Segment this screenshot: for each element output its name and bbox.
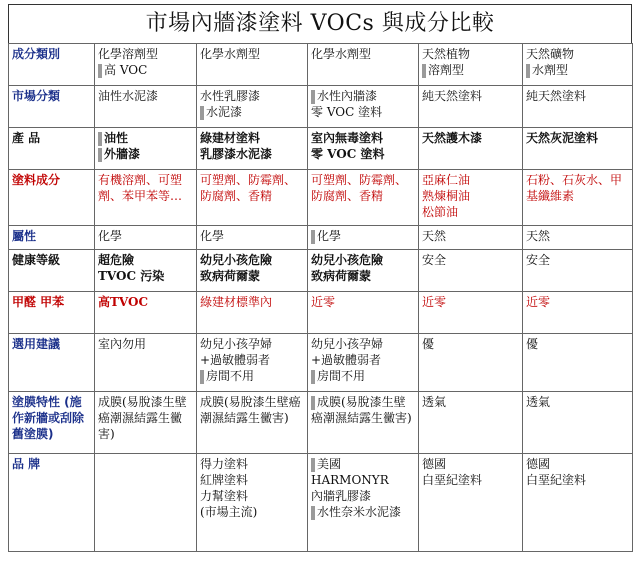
row-header: 甲醛 甲苯 [9,292,95,334]
cell-line [200,394,304,426]
cell-line [98,88,193,104]
row-header: 品 牌 [9,454,95,552]
table-cell [308,454,419,552]
cell-text: 天然灰泥塗料 [526,131,599,145]
cell-text: 幼兒小孩孕婦 [200,337,273,351]
cell-text: 白堊紀塗料 [422,473,483,487]
cell-text: 得力塗料 [200,457,249,471]
table-cell [308,292,419,334]
cell-text: 高TVOC [98,295,149,309]
cell-text: 可塑劑、防霉劑、防腐劑、香精 [200,173,297,203]
cell-text: 溶劑型 [428,63,465,77]
cell-text: 幼兒小孩孕婦 [311,337,384,351]
row-header: 市場分類 [9,86,95,128]
table-cell [419,128,523,170]
cell-line [311,488,415,504]
cell-line [200,172,304,204]
cell-text: 室內無毒塗料 [311,131,384,145]
cell-line [422,472,519,488]
cell-text: 近零 [526,295,551,309]
cell-line [98,252,193,268]
table-row [9,44,633,86]
cell-text: 松節油 [422,205,459,219]
cell-text: 水性乳膠漆 [200,89,261,103]
cell-text: 化學 [98,229,123,243]
cell-text: 可塑劑、防霉劑、防腐劑、香精 [311,173,408,203]
cell-line [200,472,304,488]
comparison-table [8,43,633,552]
cell-text: 亞麻仁油 [422,173,471,187]
cell-text: 熟煉桐油 [422,189,471,203]
highlight-marker [422,64,426,78]
cell-line [200,294,304,310]
cell-text: (市場主流) [200,505,258,519]
cell-text: 成膜(易脫漆生壁癌潮濕結露生黴害) [200,395,301,425]
table-row [9,292,633,334]
cell-text: HARMONYR [311,473,389,487]
table-row [9,226,633,250]
cell-line [422,188,519,204]
cell-line [98,130,193,146]
highlight-marker [311,90,315,104]
cell-line [311,46,415,62]
table-cell [419,44,523,86]
row-header: 成分類別 [9,44,95,86]
cell-line [311,472,415,488]
cell-line [200,146,304,162]
cell-line [311,294,415,310]
highlight-marker [311,506,315,520]
table-cell [419,170,523,226]
table-cell [419,292,523,334]
cell-text: 天然 [526,229,551,243]
table-cell [95,226,197,250]
cell-text: 超危險 [98,253,135,267]
table-cell [95,250,197,292]
cell-text: 幼兒小孩危險 [200,253,273,267]
table-cell [523,226,633,250]
cell-line [311,130,415,146]
table-cell [197,86,308,128]
cell-text: 近零 [422,295,447,309]
row-header: 屬性 [9,226,95,250]
table-cell [95,44,197,86]
cell-line [311,104,415,120]
cell-text: 化學 [317,229,342,243]
cell-line [422,252,519,268]
cell-line [526,336,629,352]
cell-line [311,336,415,352]
cell-text: 幼兒小孩危險 [311,253,384,267]
table-cell [419,392,523,454]
cell-line [526,46,629,62]
table-cell [308,334,419,392]
cell-text: 內牆乳膠漆 [311,489,372,503]
cell-text: 白堊紀塗料 [526,473,587,487]
table-cell [197,44,308,86]
highlight-marker [200,370,204,384]
highlight-marker [200,106,204,120]
cell-text: 成膜(易脫漆生壁癌潮濕結露生黴害) [311,395,412,425]
cell-text: 室內勿用 [98,337,147,351]
cell-text: 化學水劑型 [311,47,372,61]
cell-text: 透氣 [526,395,551,409]
cell-line [311,268,415,284]
cell-line [200,104,304,120]
cell-text: 德國 [526,457,551,471]
cell-line [200,252,304,268]
cell-line [98,62,193,78]
table-cell [95,86,197,128]
table-cell [523,44,633,86]
cell-text: 水性奈米水泥漆 [317,505,402,519]
cell-text: 純天然塗料 [422,89,483,103]
table-cell [197,128,308,170]
table-cell [95,170,197,226]
table-cell [197,250,308,292]
cell-line [422,336,519,352]
table-cell [523,250,633,292]
highlight-marker [98,132,102,146]
cell-line [422,62,519,78]
table-cell [523,86,633,128]
row-header: 健康等級 [9,250,95,292]
cell-text: 綠建材標準內 [200,295,273,309]
page-title: 市場內牆漆塗料 VOCs 與成分比較 [8,4,632,44]
cell-text: 天然植物 [422,47,471,61]
cell-text: 優 [526,337,539,351]
cell-text: 天然護木漆 [422,131,483,145]
table-cell [95,128,197,170]
table-cell [95,292,197,334]
cell-text: 天然礦物 [526,47,575,61]
table-row [9,454,633,552]
table-cell [95,334,197,392]
row-header: 塗膜特性 (施作新牆或刮除舊塗膜) [9,392,95,454]
cell-text: 純天然塗料 [526,89,587,103]
row-header: 塗料成分 [9,170,95,226]
cell-text: 油性水泥漆 [98,89,159,103]
cell-text: 高 VOC [104,63,148,77]
cell-text: 天然 [422,229,447,243]
cell-text: 油性 [104,131,129,145]
cell-line [526,456,629,472]
table-cell [308,392,419,454]
cell-text: 德國 [422,457,447,471]
cell-line [200,130,304,146]
table-cell [523,292,633,334]
table-row [9,128,633,170]
table-row [9,170,633,226]
cell-line [422,88,519,104]
cell-line [98,394,193,442]
cell-line [311,172,415,204]
cell-line [200,268,304,284]
cell-line [526,228,629,244]
cell-line [311,352,415,368]
cell-text: 綠建材塗料 [200,131,261,145]
cell-line [311,228,415,244]
cell-text: TVOC 污染 [98,269,165,283]
table-cell [308,128,419,170]
table-cell [523,170,633,226]
cell-line [98,172,193,204]
cell-line [200,456,304,472]
cell-text: 力幫塗料 [200,489,249,503]
table-cell [523,454,633,552]
cell-line [422,456,519,472]
cell-line [200,504,304,520]
table-row [9,86,633,128]
cell-line [422,294,519,310]
highlight-marker [311,458,315,472]
cell-text: 水性內牆漆 [317,89,378,103]
table-cell [197,170,308,226]
table-cell [95,392,197,454]
cell-text: 近零 [311,295,336,309]
table-cell [523,128,633,170]
table-cell [419,454,523,552]
cell-line [200,488,304,504]
cell-line [98,228,193,244]
table-cell [197,292,308,334]
cell-line [526,62,629,78]
cell-line [526,394,629,410]
cell-line [422,46,519,62]
cell-line [200,88,304,104]
cell-text: 石粉、石灰水、甲基纖維素 [526,173,623,203]
cell-line [200,46,304,62]
table-cell [523,334,633,392]
cell-line [200,352,304,368]
table-cell [197,392,308,454]
cell-line [98,268,193,284]
cell-text: 乳膠漆水泥漆 [200,147,273,161]
cell-line [422,172,519,188]
cell-text: 房間不用 [206,369,255,383]
cell-line [98,336,193,352]
table-row [9,250,633,292]
cell-text: 有機溶劑、可塑劑、苯甲苯等… [98,173,183,203]
cell-line [98,46,193,62]
cell-text: 化學溶劑型 [98,47,159,61]
table-cell [419,334,523,392]
cell-line [311,394,415,426]
cell-text: 安全 [526,253,551,267]
cell-line [98,146,193,162]
cell-text: 化學 [200,229,225,243]
table-cell [197,334,308,392]
cell-text: 化學水劑型 [200,47,261,61]
cell-text: 房間不用 [317,369,366,383]
cell-line [526,130,629,146]
cell-line [311,368,415,384]
cell-line [422,130,519,146]
table-cell [197,226,308,250]
cell-text: 外牆漆 [104,147,141,161]
cell-text: +過敏體弱者 [311,353,382,367]
cell-text: +過敏體弱者 [200,353,271,367]
table-cell [419,226,523,250]
cell-line [311,146,415,162]
cell-text: 優 [422,337,435,351]
cell-text: 致病荷爾蒙 [311,269,372,283]
cell-text: 成膜(易脫漆生壁癌潮濕結露生黴害) [98,395,187,441]
table-cell [523,392,633,454]
cell-line [200,368,304,384]
highlight-marker [311,370,315,384]
table-cell [95,454,197,552]
table-cell [419,250,523,292]
cell-line [200,336,304,352]
table-row [9,334,633,392]
cell-text: 美國 [317,457,342,471]
table-row [9,392,633,454]
cell-text: 致病荷爾蒙 [200,269,261,283]
table-cell [197,454,308,552]
cell-text: 零 VOC 塗料 [311,147,385,161]
cell-line [526,294,629,310]
table-cell [308,86,419,128]
cell-line [422,228,519,244]
cell-text: 透氣 [422,395,447,409]
row-header: 產 品 [9,128,95,170]
table-cell [308,170,419,226]
cell-line [526,472,629,488]
highlight-marker [311,396,315,410]
table-cell [308,250,419,292]
highlight-marker [98,64,102,78]
cell-line [311,456,415,472]
highlight-marker [98,148,102,162]
cell-line [98,294,193,310]
cell-text: 零 VOC 塗料 [311,105,383,119]
highlight-marker [311,230,315,244]
cell-text: 紅牌塗料 [200,473,249,487]
cell-line [311,504,415,520]
cell-line [422,394,519,410]
cell-line [526,252,629,268]
cell-line [526,172,629,204]
cell-line [200,228,304,244]
table-cell [419,86,523,128]
row-header: 選用建議 [9,334,95,392]
cell-line [526,88,629,104]
table-cell [308,44,419,86]
cell-text: 水劑型 [532,63,569,77]
cell-text: 水泥漆 [206,105,243,119]
highlight-marker [526,64,530,78]
cell-line [422,204,519,220]
cell-line [311,88,415,104]
table-cell [308,226,419,250]
cell-line [311,252,415,268]
cell-text: 安全 [422,253,447,267]
